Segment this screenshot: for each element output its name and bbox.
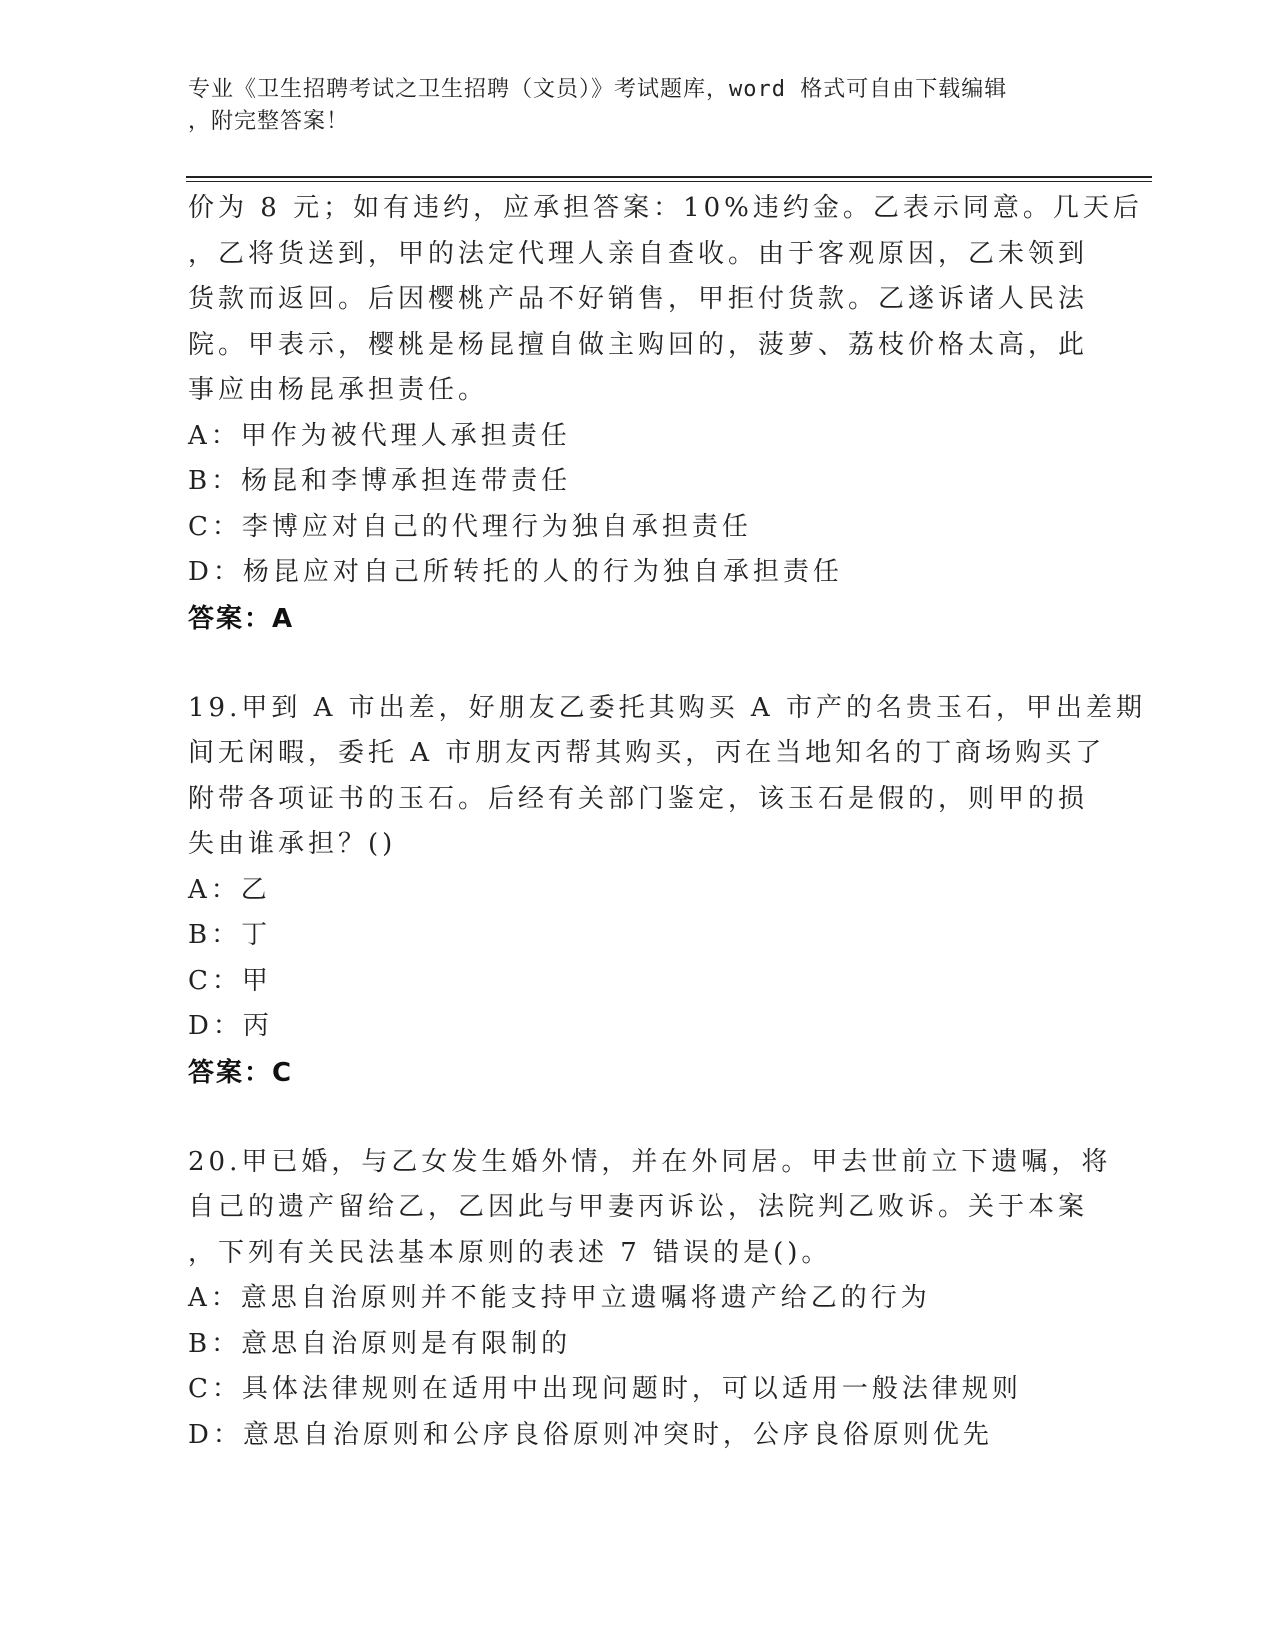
text-line: 失由谁承担？() xyxy=(188,829,397,859)
text-line: 附带各项证书的玉石。后经有关部门鉴定，该玉石是假的，则甲的损 xyxy=(188,783,1089,814)
option-b: B：丁 xyxy=(188,920,272,950)
text-line: ，乙将货送到，甲的法定代理人亲自查收。由于客观原因，乙未领到 xyxy=(188,238,1089,269)
option-b: B：杨昆和李博承担连带责任 xyxy=(188,466,572,496)
question-text xyxy=(188,686,1146,868)
option-c: C：李博应对自己的代理行为独自承担责任 xyxy=(188,511,752,542)
answer: 答案：A xyxy=(188,603,295,634)
spacer xyxy=(188,642,1088,686)
text-line: 19.甲到 A 市出差，好朋友乙委托其购买 A 市产的名贵玉石，甲出差期 xyxy=(188,692,1146,723)
option-a: A：甲作为被代理人承担责任 xyxy=(188,420,571,451)
header-divider xyxy=(186,176,1152,178)
document-header xyxy=(188,74,1068,138)
text-line: 事应由杨昆承担责任。 xyxy=(188,375,489,405)
header-line-1: 专业《卫生招聘考试之卫生招聘（文员）》考试题库，word 格式可自由下载编辑 xyxy=(188,77,1008,102)
question-20 xyxy=(188,1140,1112,1459)
spacer xyxy=(188,1096,1088,1140)
option-c: C：具体法律规则在适用中出现问题时，可以适用一般法律规则 xyxy=(188,1374,1022,1404)
text-line: 20.甲已婚，与乙女发生婚外情，并在外同居。甲去世前立下遗嘱，将 xyxy=(188,1146,1112,1177)
header-divider-thin xyxy=(186,181,1152,182)
option-a: A：乙 xyxy=(188,874,271,905)
text-line: 院。甲表示，樱桃是杨昆擅自做主购回的，菠萝、荔枝价格太高，此 xyxy=(188,329,1089,360)
question-19 xyxy=(188,686,1146,1096)
option-d: D：杨昆应对自己所转托的人的行为独自承担责任 xyxy=(188,557,843,587)
text-line: 货款而返回。后因樱桃产品不好销售，甲拒付货款。乙遂诉诸人民法 xyxy=(188,284,1089,314)
text-line: 间无闲暇，委托 A 市朋友丙帮其购买，丙在当地知名的丁商场购买了 xyxy=(188,738,1106,768)
option-a: A：意思自治原则并不能支持甲立遗嘱将遗产给乙的行为 xyxy=(188,1283,931,1313)
document-body xyxy=(188,186,1146,1458)
header-line-2: ，附完整答案！ xyxy=(188,109,350,134)
text-line: ，下列有关民法基本原则的表述 7 错误的是()。 xyxy=(188,1237,832,1268)
question-text xyxy=(188,186,1143,414)
answer: 答案：C xyxy=(188,1057,294,1088)
question-text xyxy=(188,1140,1112,1277)
option-d: D：意思自治原则和公序良俗原则冲突时，公序良俗原则优先 xyxy=(188,1419,993,1450)
option-b: B：意思自治原则是有限制的 xyxy=(188,1328,572,1359)
text-line: 自己的遗产留给乙，乙因此与甲妻丙诉讼，法院判乙败诉。关于本案 xyxy=(188,1192,1089,1222)
option-c: C：甲 xyxy=(188,965,272,996)
question-18 xyxy=(188,186,1143,642)
option-d: D：丙 xyxy=(188,1011,273,1041)
text-line: 价为 8 元；如有违约，应承担答案：10%违约金。乙表示同意。几天后 xyxy=(188,193,1143,223)
